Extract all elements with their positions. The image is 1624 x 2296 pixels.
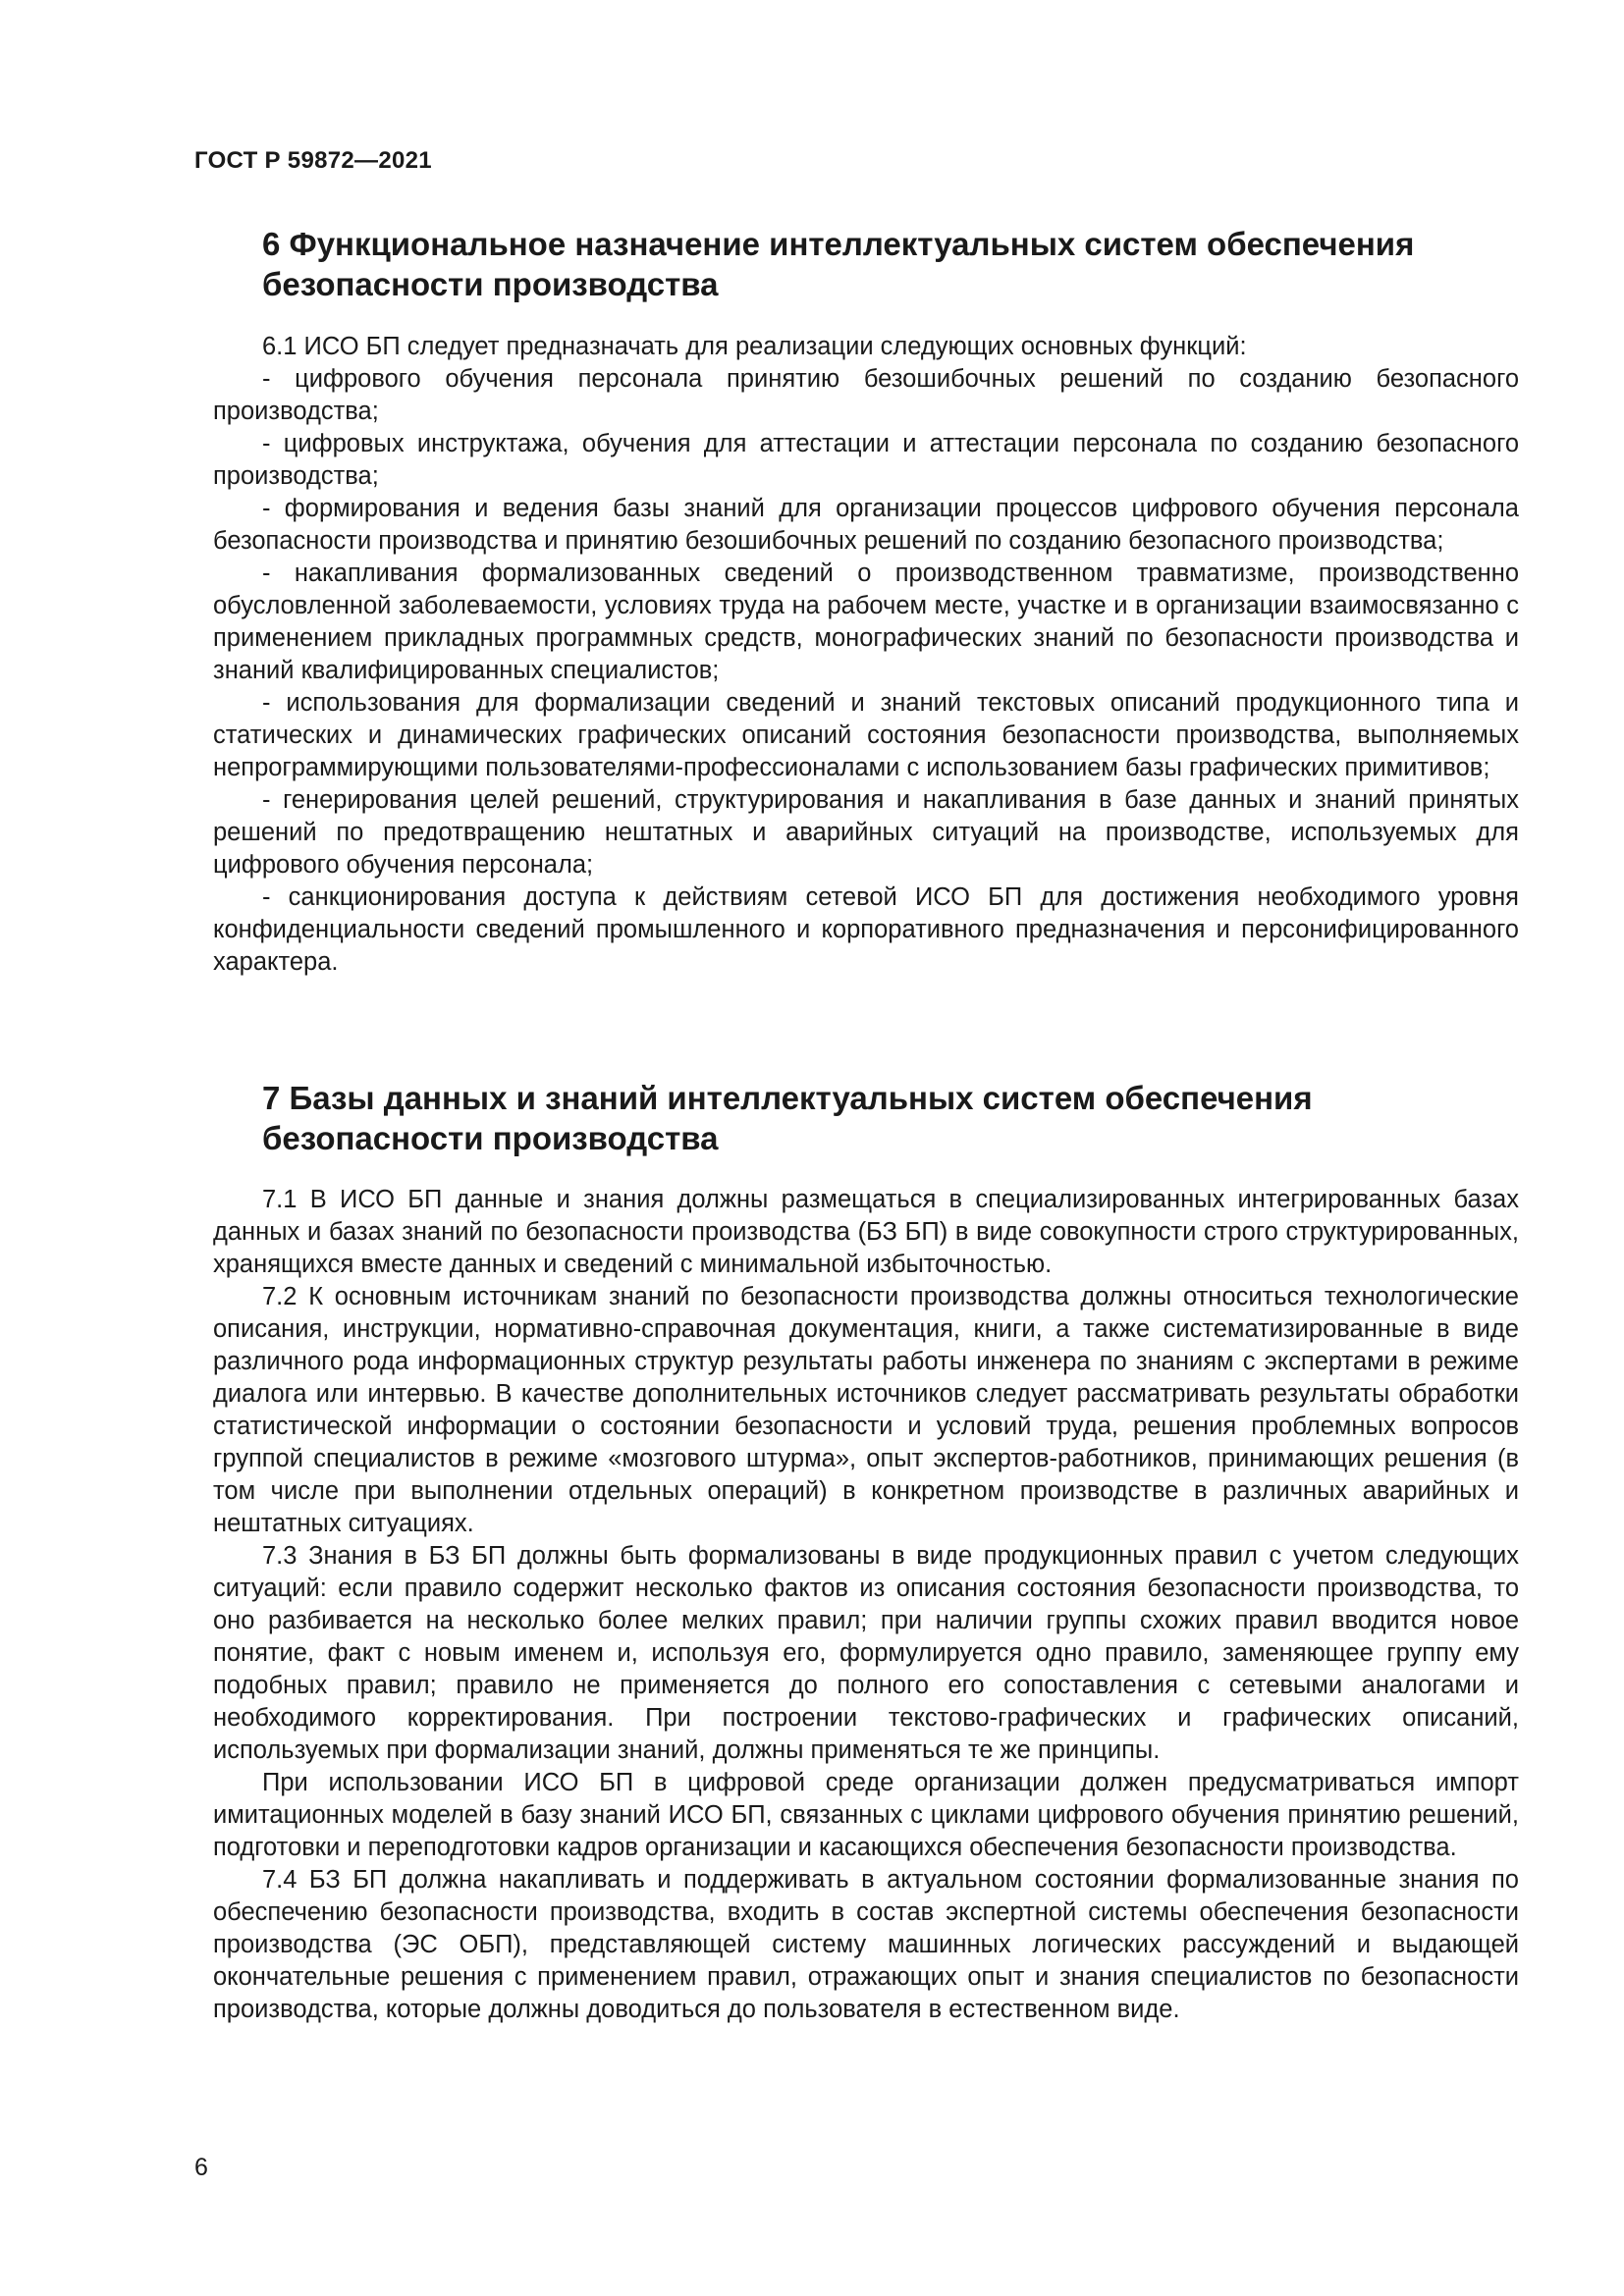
list-item-formalization: - использования для формализации сведений и знаний текстовых описаний продукционного типа и статических и динамических графических описаний состояния безопасности производства, выполняемых непрограммирующими пользователями-профессионалами с использованием базы графических примитивов; (213, 689, 1519, 781)
list-item-accumulating-info: - накапливания формализованных сведений о производственном травматизме, производственно обусловленной заболеваемости, условиях труда на рабочем месте, участке и в организации взаимосвязанно с применением прикладных программных средств, монографических знаний по безопасности производства и знаний квалифицированных специалистов; (213, 560, 1519, 684)
paragraph-7-3-import: При использовании ИСО БП в цифровой среде организации должен предусматриваться импорт имитационных моделей в базу знаний ИСО БП, связанных с циклами цифрового обучения принятию решений, подготовки и переподготовки кадров организации и касающихся обеспечения безопасности производства. (213, 1769, 1519, 1861)
section-6 (213, 224, 1519, 979)
list-item-access-authorization: - санкционирования доступа к действиям сетевой ИСО БП для достижения необходимого уровня конфиденциальности сведений промышленного и корпоративного предназначения и персонифицированного характера. (213, 883, 1519, 976)
paragraph-7-4: 7.4 БЗ БП должна накапливать и поддерживать в актуальном состоянии формализованные знания по обеспечению безопасности производства, входить в состав экспертной системы обеспечения безопасности производства (ЭС ОБП), представляющей систему машинных логических рассуждений и выдающей окончательные решения с применением правил, отражающих опыт и знания специалистов по безопасности производства, которые должны доводиться до пользователя в естественном виде. (213, 1866, 1519, 2023)
paragraph-7-3: 7.3 Знания в БЗ БП должны быть формализованы в виде продукционных правил с учетом следующих ситуаций: если правило содержит несколько фактов из описания состояния безопасности производства, то оно разбивается на несколько более мелких правил; при наличии группы схожих правил вводится новое понятие, факт с новым именем и, используя его, формулируется одно правило, заменяющее группу ему подобных правил; правило не применяется до полного его сопоставления с сетевыми аналогами и необходимого корректирования. При построении текстово-графических и графических описаний, используемых при формализации знаний, должны применяться те же принципы. (213, 1542, 1519, 1764)
section-7-title: 7 Базы данных и знаний интеллектуальных систем обеспечения безопасности производства (262, 1080, 1313, 1156)
paragraph-7-2: 7.2 К основным источникам знаний по безопасности производства должны относиться технологические описания, инструкции, нормативно-справочная документация, книги, а также систематизированные в виде различного рода информационных структур результаты работы инженера по знаниям с экспертами в режиме диалога или интервью. В качестве дополнительных источников следует рассматривать результаты обработки статистической информации о состоянии безопасности и условий труда, решения проблемных вопросов группой специалистов в режиме «мозгового штурма», опыт экспертов-работников, принимающих решения (в том числе при выполнении отдельных операций) в конкретном производстве в различных аварийных и нештатных ситуациях. (213, 1283, 1519, 1537)
page-number: 6 (194, 2154, 208, 2181)
list-item-briefing-certification: - цифровых инструктажа, обучения для аттестации и аттестации персонала по созданию безопасного производства; (213, 430, 1519, 490)
paragraph-6-1: 6.1 ИСО БП следует предназначать для реализации следующих основных функций: (262, 333, 1247, 360)
document-code-header: ГОСТ Р 59872—2021 (194, 147, 432, 174)
section-6-title: 6 Функциональное назначение интеллектуальных систем обеспечения безопасности производства (262, 226, 1415, 302)
paragraph-7-1: 7.1 В ИСО БП данные и знания должны размещаться в специализированных интегрированных базах данных и базах знаний по безопасности производства (БЗ БП) в виде совокупности строго структурированных, хранящихся вместе данных и сведений с минимальной избыточностью. (213, 1186, 1519, 1278)
list-item-knowledge-base: - формирования и ведения базы знаний для организации процессов цифрового обучения персонала безопасности производства и принятию безошибочных решений по созданию безопасного производства; (213, 495, 1519, 555)
section-7 (213, 1078, 1519, 2026)
list-item-digital-training: - цифрового обучения персонала принятию безошибочных решений по созданию безопасного производства; (213, 365, 1519, 425)
list-item-goal-generation: - генерирования целей решений, структурирования и накапливания в базе данных и знаний принятых решений по предотвращению нештатных и аварийных ситуаций на производстве, используемых для цифрового обучения персонала; (213, 786, 1519, 879)
